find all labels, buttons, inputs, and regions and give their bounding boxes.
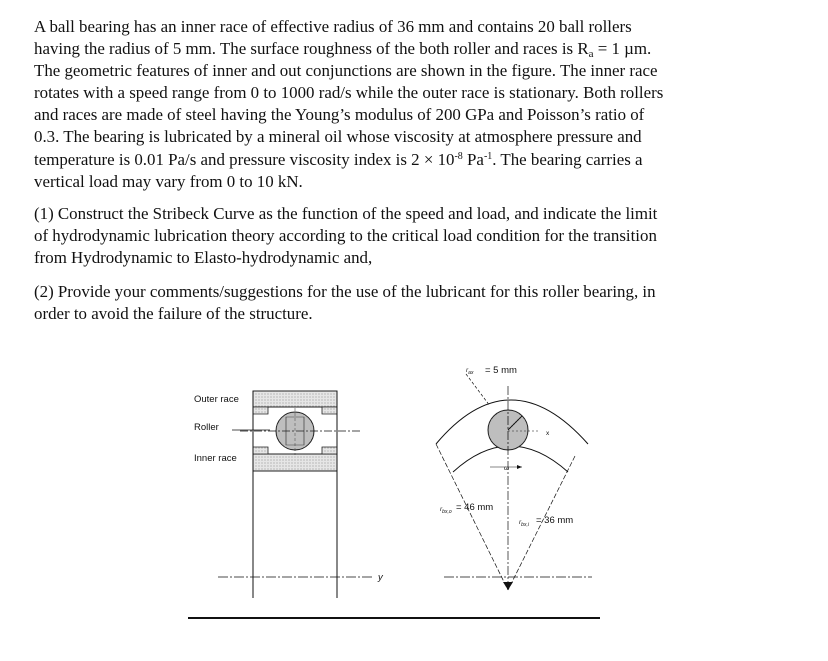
problem-line: rotates with a speed range from 0 to 1000 rad/s while the outer race is stationary. Both rollers (34, 83, 664, 103)
problem-statement (34, 16, 756, 193)
problem-line: A ball bearing has an inner race of effective radius of 36 mm and contains 20 ball rollers (34, 17, 632, 36)
question-line: of hydrodynamic lubrication theory according to the critical load condition for the transition (34, 226, 657, 246)
outer-race-label: Outer race (194, 394, 239, 405)
problem-line: and races are made of steel having the Young’s modulus of 200 GPa and Poisson’s ratio of (34, 105, 645, 125)
inner-race-label: Inner race (194, 453, 237, 464)
bearing-figure (0, 330, 828, 661)
svg-text:rbx,i: $r_{bx,i}$ (519, 519, 529, 528)
problem-line: 0.3. The bearing is lubricated by a mineral oil whose viscosity at atmosphere pressure and (34, 127, 642, 147)
axis-y-label: y (378, 572, 383, 583)
outer-radius-label: = 46 mm (456, 502, 494, 513)
inner-radius-label: = 36 mm (536, 515, 574, 526)
question-line: (2) Provide your comments/suggestions for the use of the lubricant for this roller bearing, in (34, 282, 656, 301)
question-1 (34, 203, 756, 269)
contact-geometry-diagram (436, 365, 592, 590)
problem-line: vertical load may vary from 0 to 10 kN. (34, 171, 303, 191)
roller-label: Roller (194, 422, 219, 433)
roller-radius-label: = 5 mm (485, 365, 517, 376)
problem-line: temperature is 0.01 Pa/s and pressure viscosity index is $2 \times 10^{-8}$ $Pa^{-1}$. The bearing carries a (34, 149, 643, 169)
svg-text:rax: $r_{ax}$ (466, 367, 474, 376)
problem-line: The geometric features of inner and out conjunctions are shown in the figure. The inner race (34, 61, 658, 81)
axis-x-label: x (546, 430, 550, 437)
svg-text:rbx,o: $r_{bx,o}$ (440, 506, 452, 515)
question-line: order to avoid the failure of the structure. (34, 304, 313, 324)
question-line: (1) Construct the Stribeck Curve as the function of the speed and load, and indicate the limit (34, 204, 658, 223)
omega-label: ω (504, 465, 510, 472)
inner-race-block (253, 454, 337, 471)
outer-race-block (253, 391, 337, 407)
question-line: from Hydrodynamic to Elasto-hydrodynamic and, (34, 248, 373, 268)
question-2 (34, 281, 756, 325)
problem-line: having the radius of 5 mm. The surface roughness of the both roller and races is $R_a = 1$ µm. (34, 39, 652, 61)
cross-section-diagram (194, 391, 384, 598)
